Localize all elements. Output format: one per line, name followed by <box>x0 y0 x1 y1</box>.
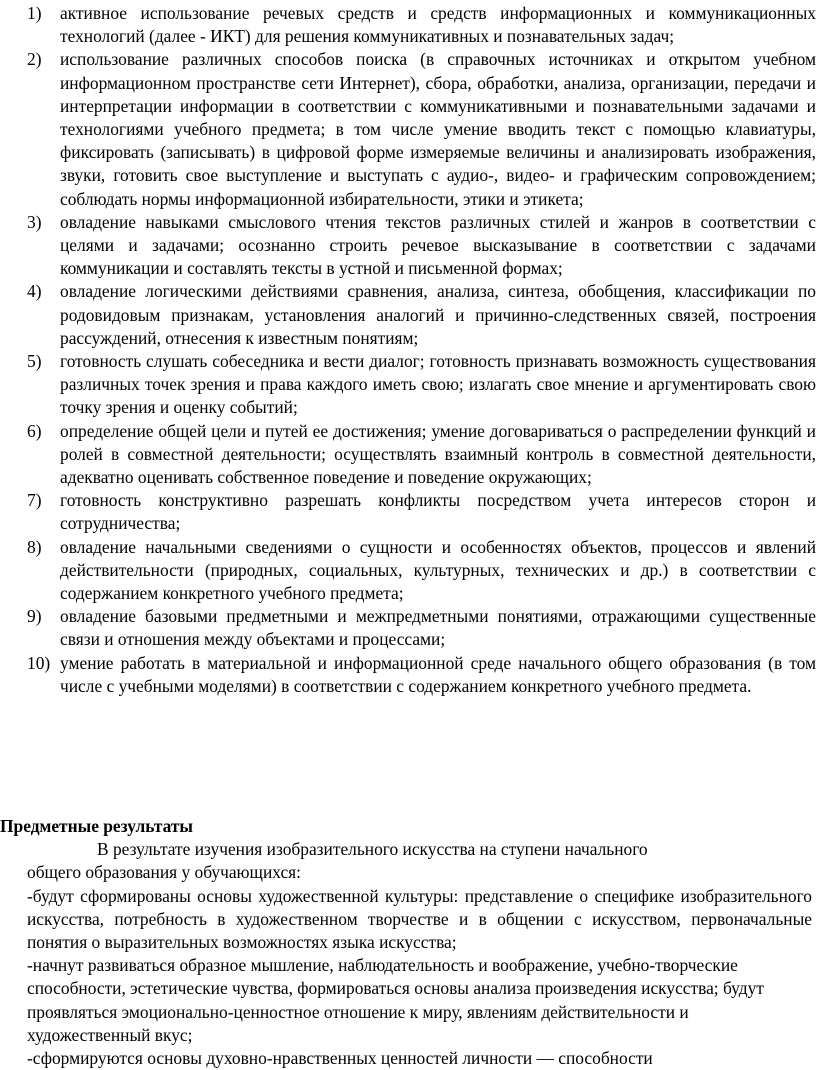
list-item <box>27 280 816 350</box>
list-item <box>27 652 816 698</box>
list-number: 2) <box>27 49 42 70</box>
list-item <box>27 420 816 490</box>
list-number: 8) <box>27 536 42 557</box>
list-item <box>27 536 816 606</box>
list-text: активное использование речевых средств и средств информационных и коммуникационных технологий (далее - ИКТ) для решения коммуникативных и познавательных задач; <box>60 3 816 47</box>
list-text: овладение логическими действиями сравнения, анализа, синтеза, обобщения, классификации по родовидовым признакам, установления аналогий и причинно-следственных связей, построения рассуждений, отнесения к известным понятиям; <box>60 281 816 348</box>
list-item <box>27 2 816 48</box>
result-paragraph-2: -начнут развиваться образное мышление, наблюдательность и воображение, учебно-творческие способности, эстетические чувства, формироваться основы анализа произведения искусства; будут проявляться эмоционально-ценностное отношение к миру, явлениям действительности и художественный вкус; <box>27 955 764 1045</box>
list-text: готовность слушать собеседника и вести диалог; готовность признавать возможность существования различных точек зрения и права каждого иметь свою; излагать свое мнение и аргументировать свою точку зрения и оценку событий; <box>60 351 816 418</box>
list-number: 1) <box>27 3 42 23</box>
list-number: 3) <box>27 211 42 232</box>
intro-line-2: общего образования у обучающихся: <box>27 862 301 883</box>
list-item <box>27 350 816 420</box>
list-text: овладение навыками смыслового чтения текстов различных стилей и жанров в соответствии с целями и задачами; осознанно строить речевое высказывание в соответствии с задачами коммуникации и составлять тексты в устной и письменной формах; <box>60 211 816 279</box>
subject-results-section <box>0 815 816 1070</box>
section-heading: Предметные результаты <box>0 816 193 836</box>
list-number: 6) <box>27 420 42 441</box>
list-number: 10) <box>27 652 51 673</box>
list-item <box>27 48 816 210</box>
list-text: готовность конструктивно разрешать конфликты посредством учета интересов сторон и сотрудничества; <box>60 490 816 534</box>
list-item <box>27 489 816 535</box>
list-number: 9) <box>27 606 42 627</box>
list-item <box>27 211 816 281</box>
intro-paragraph <box>0 838 816 884</box>
list-text: овладение базовыми предметными и межпредметными понятиями, отражающими существенные связи и отношения между объектами и процессами; <box>60 606 816 650</box>
result-paragraph-3: -сформируются основы духовно-нравственных ценностей личности — способности <box>27 1048 653 1069</box>
list-number: 4) <box>27 281 42 302</box>
list-item <box>27 605 816 651</box>
list-number: 7) <box>27 490 42 511</box>
list-number: 5) <box>27 351 42 372</box>
metasubject-results-list <box>27 2 816 698</box>
list-text: умение работать в материальной и информационной среде начального общего образования (в том числе с учебными моделями) в соответствии с содержанием конкретного учебного предмета. <box>60 652 816 696</box>
result-paragraph-1: -будут сформированы основы художественной культуры: представление о специфике изобразительного искусства, потребность в художественном творчестве и в общении с искусством, первоначальные понятия о выразительных возможностях языка искусства; <box>27 885 812 953</box>
list-text: определение общей цели и путей ее достижения; умение договариваться о распределении функций и ролей в совместной деятельности; осуществлять взаимный контроль в совместной деятельности, адекватно оценивать собственное поведение и поведение окружающих; <box>60 420 816 488</box>
intro-line-1: В результате изучения изобразительного искусства на ступени начального <box>97 839 648 860</box>
list-text: овладение начальными сведениями о сущности и особенностях объектов, процессов и явлений действительности (природных, социальных, культурных, технических и др.) в соответствии с содержанием конкретного учебного предмета; <box>60 536 816 604</box>
list-text: использование различных способов поиска (в справочных источниках и открытом учебном информационном пространстве сети Интернет), сбора, обработки, анализа, организации, передачи и интерпретации информации в соответствии с коммуникативными и познавательными задачами и технологиями учебного предмета; в том числе умение вводить текст с помощью клавиатуры, фиксировать (записывать) в цифровой форме измеряемые величины и анализировать изображения, звуки, готовить свое выступление и выступать с аудио-, видео- и графическим сопровождением; соблюдать нормы информационной избирательности, этики и этикета; <box>60 49 816 209</box>
